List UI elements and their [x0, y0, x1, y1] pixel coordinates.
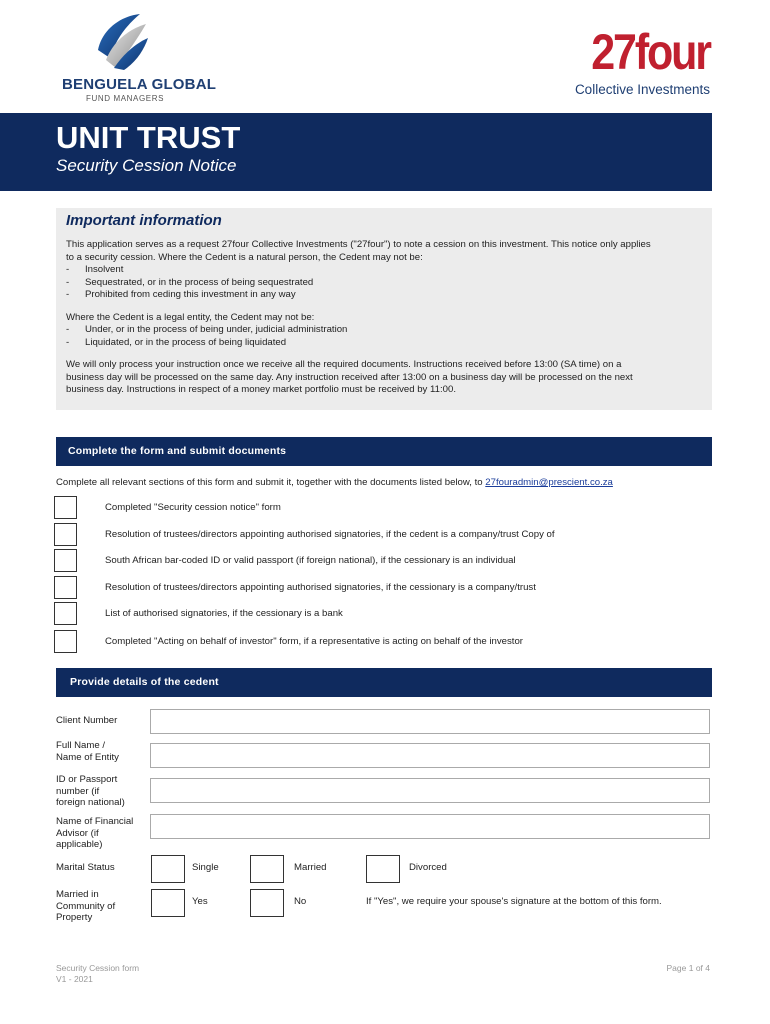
footer-page-number: Page 1 of 4	[666, 963, 710, 973]
marital-married-label: Married	[294, 862, 327, 873]
cedent-section-header: Provide details of the cedent	[56, 668, 712, 697]
advisor-label: Name of Financial Advisor (if applicable)	[56, 816, 134, 850]
submit-email-link[interactable]: 27fouradmin@prescient.co.za	[485, 477, 613, 488]
important-info-box	[56, 208, 712, 410]
id-number-label: ID or Passport number (if foreign national)	[56, 774, 125, 808]
benguela-brand-sub: FUND MANAGERS	[86, 94, 165, 103]
checklist-label: Completed "Security cession notice" form	[105, 502, 281, 513]
info-p1-line1: This application serves as a request 27four Collective Investments ("27four") to note a cession on this investment. This notice only applies	[66, 239, 651, 250]
checklist-label: List of authorised signatories, if the cessionary is a bank	[105, 608, 343, 619]
marital-status-label: Marital Status	[56, 862, 115, 873]
advisor-input[interactable]	[150, 814, 710, 839]
checklist-label: Resolution of trustees/directors appointing authorised signatories, if the cessionary is a company/trust	[105, 582, 536, 593]
client-number-input[interactable]	[150, 709, 710, 734]
marital-divorced-label: Divorced	[409, 862, 447, 873]
marital-single-label: Single	[192, 862, 219, 873]
footer-form-info	[56, 963, 139, 985]
page-title: UNIT TRUST	[56, 120, 241, 155]
checklist-label: South African bar-coded ID or valid passport (if foreign national), if the cessionary is an individual	[105, 555, 516, 566]
marital-single-checkbox[interactable]	[151, 855, 185, 883]
info-p3-line2: business day will be processed on the same day. Any instruction received after 13:00 on a business day will be processed on the next	[66, 371, 633, 383]
info-p3-line3: business day. Instructions in respect of a money market portfolio must be received by 11:00.	[66, 384, 456, 395]
submit-intro: Complete all relevant sections of this form and submit it, together with the documents listed below, to 27fouradmin@prescient.co.za	[56, 477, 613, 488]
community-yes-checkbox[interactable]	[151, 889, 185, 917]
list-item: - Insolvent	[66, 264, 124, 275]
info-p3-line1: We will only process your instruction once we receive all the required documents. Instructions received before 13:00 (SA time) on a	[66, 359, 622, 370]
checklist-label: Resolution of trustees/directors appointing authorised signatories, if the cedent is a company/trust Copy of	[105, 529, 555, 540]
27four-brand-sub: Collective Investments	[574, 82, 710, 97]
checklist-item-id-passport[interactable]	[54, 549, 714, 573]
community-no-checkbox[interactable]	[250, 889, 284, 917]
checklist-item-cessionary-resolution[interactable]	[54, 576, 714, 600]
title-banner	[0, 113, 712, 191]
id-number-input[interactable]	[150, 778, 710, 803]
page-subtitle: Security Cession Notice	[56, 156, 237, 175]
checkbox[interactable]	[54, 496, 77, 519]
checklist-item-cession-form[interactable]	[54, 496, 714, 520]
spouse-signature-note: If "Yes", we require your spouse's signature at the bottom of this form.	[366, 896, 662, 907]
list-item: - Sequestrated, or in the process of being sequestrated	[66, 276, 314, 288]
marital-divorced-checkbox[interactable]	[366, 855, 400, 883]
community-yes-label: Yes	[192, 896, 208, 907]
natural-person-list	[66, 264, 702, 302]
checkbox[interactable]	[54, 523, 77, 546]
important-heading: Important information	[66, 212, 222, 229]
27four-logo	[572, 26, 710, 97]
legal-entity-list	[66, 324, 702, 349]
community-no-label: No	[294, 896, 307, 907]
checkbox[interactable]	[54, 630, 77, 653]
swirl-logo-icon	[92, 10, 150, 72]
checklist-label: Completed "Acting on behalf of investor" form, if a representative is acting on behalf of the investor	[105, 636, 523, 647]
footer-version: V1 - 2021	[56, 974, 93, 984]
footer-form-name: Security Cession form	[56, 963, 140, 973]
checkbox[interactable]	[54, 576, 77, 599]
checkbox[interactable]	[54, 602, 77, 625]
full-name-input[interactable]	[150, 743, 710, 768]
benguela-logo	[62, 10, 217, 105]
list-item: - Under, or in the process of being under, judicial administration	[66, 324, 348, 335]
marital-married-checkbox[interactable]	[250, 855, 284, 883]
full-name-label: Full Name / Name of Entity	[56, 740, 119, 763]
list-item: - Liquidated, or in the process of being liquidated	[66, 336, 287, 348]
checklist-item-signatories[interactable]	[54, 602, 714, 626]
info-p2: Where the Cedent is a legal entity, the Cedent may not be:	[66, 311, 315, 323]
list-item: - Prohibited from ceding this investment in any way	[66, 289, 296, 300]
27four-brand-name: 27four	[591, 24, 710, 80]
checkbox[interactable]	[54, 549, 77, 572]
checklist-item-cedent-resolution[interactable]	[54, 523, 714, 547]
submit-section-header: Complete the form and submit documents	[56, 437, 712, 466]
client-number-label: Client Number	[56, 715, 118, 726]
benguela-brand-name: BENGUELA GLOBAL	[62, 76, 217, 93]
community-property-label: Married in Community of Property	[56, 889, 116, 923]
checklist-item-acting-on-behalf[interactable]	[54, 630, 714, 654]
info-p1-line2: to a security cession. Where the Cedent is a natural person, the Cedent may not be:	[66, 251, 423, 263]
